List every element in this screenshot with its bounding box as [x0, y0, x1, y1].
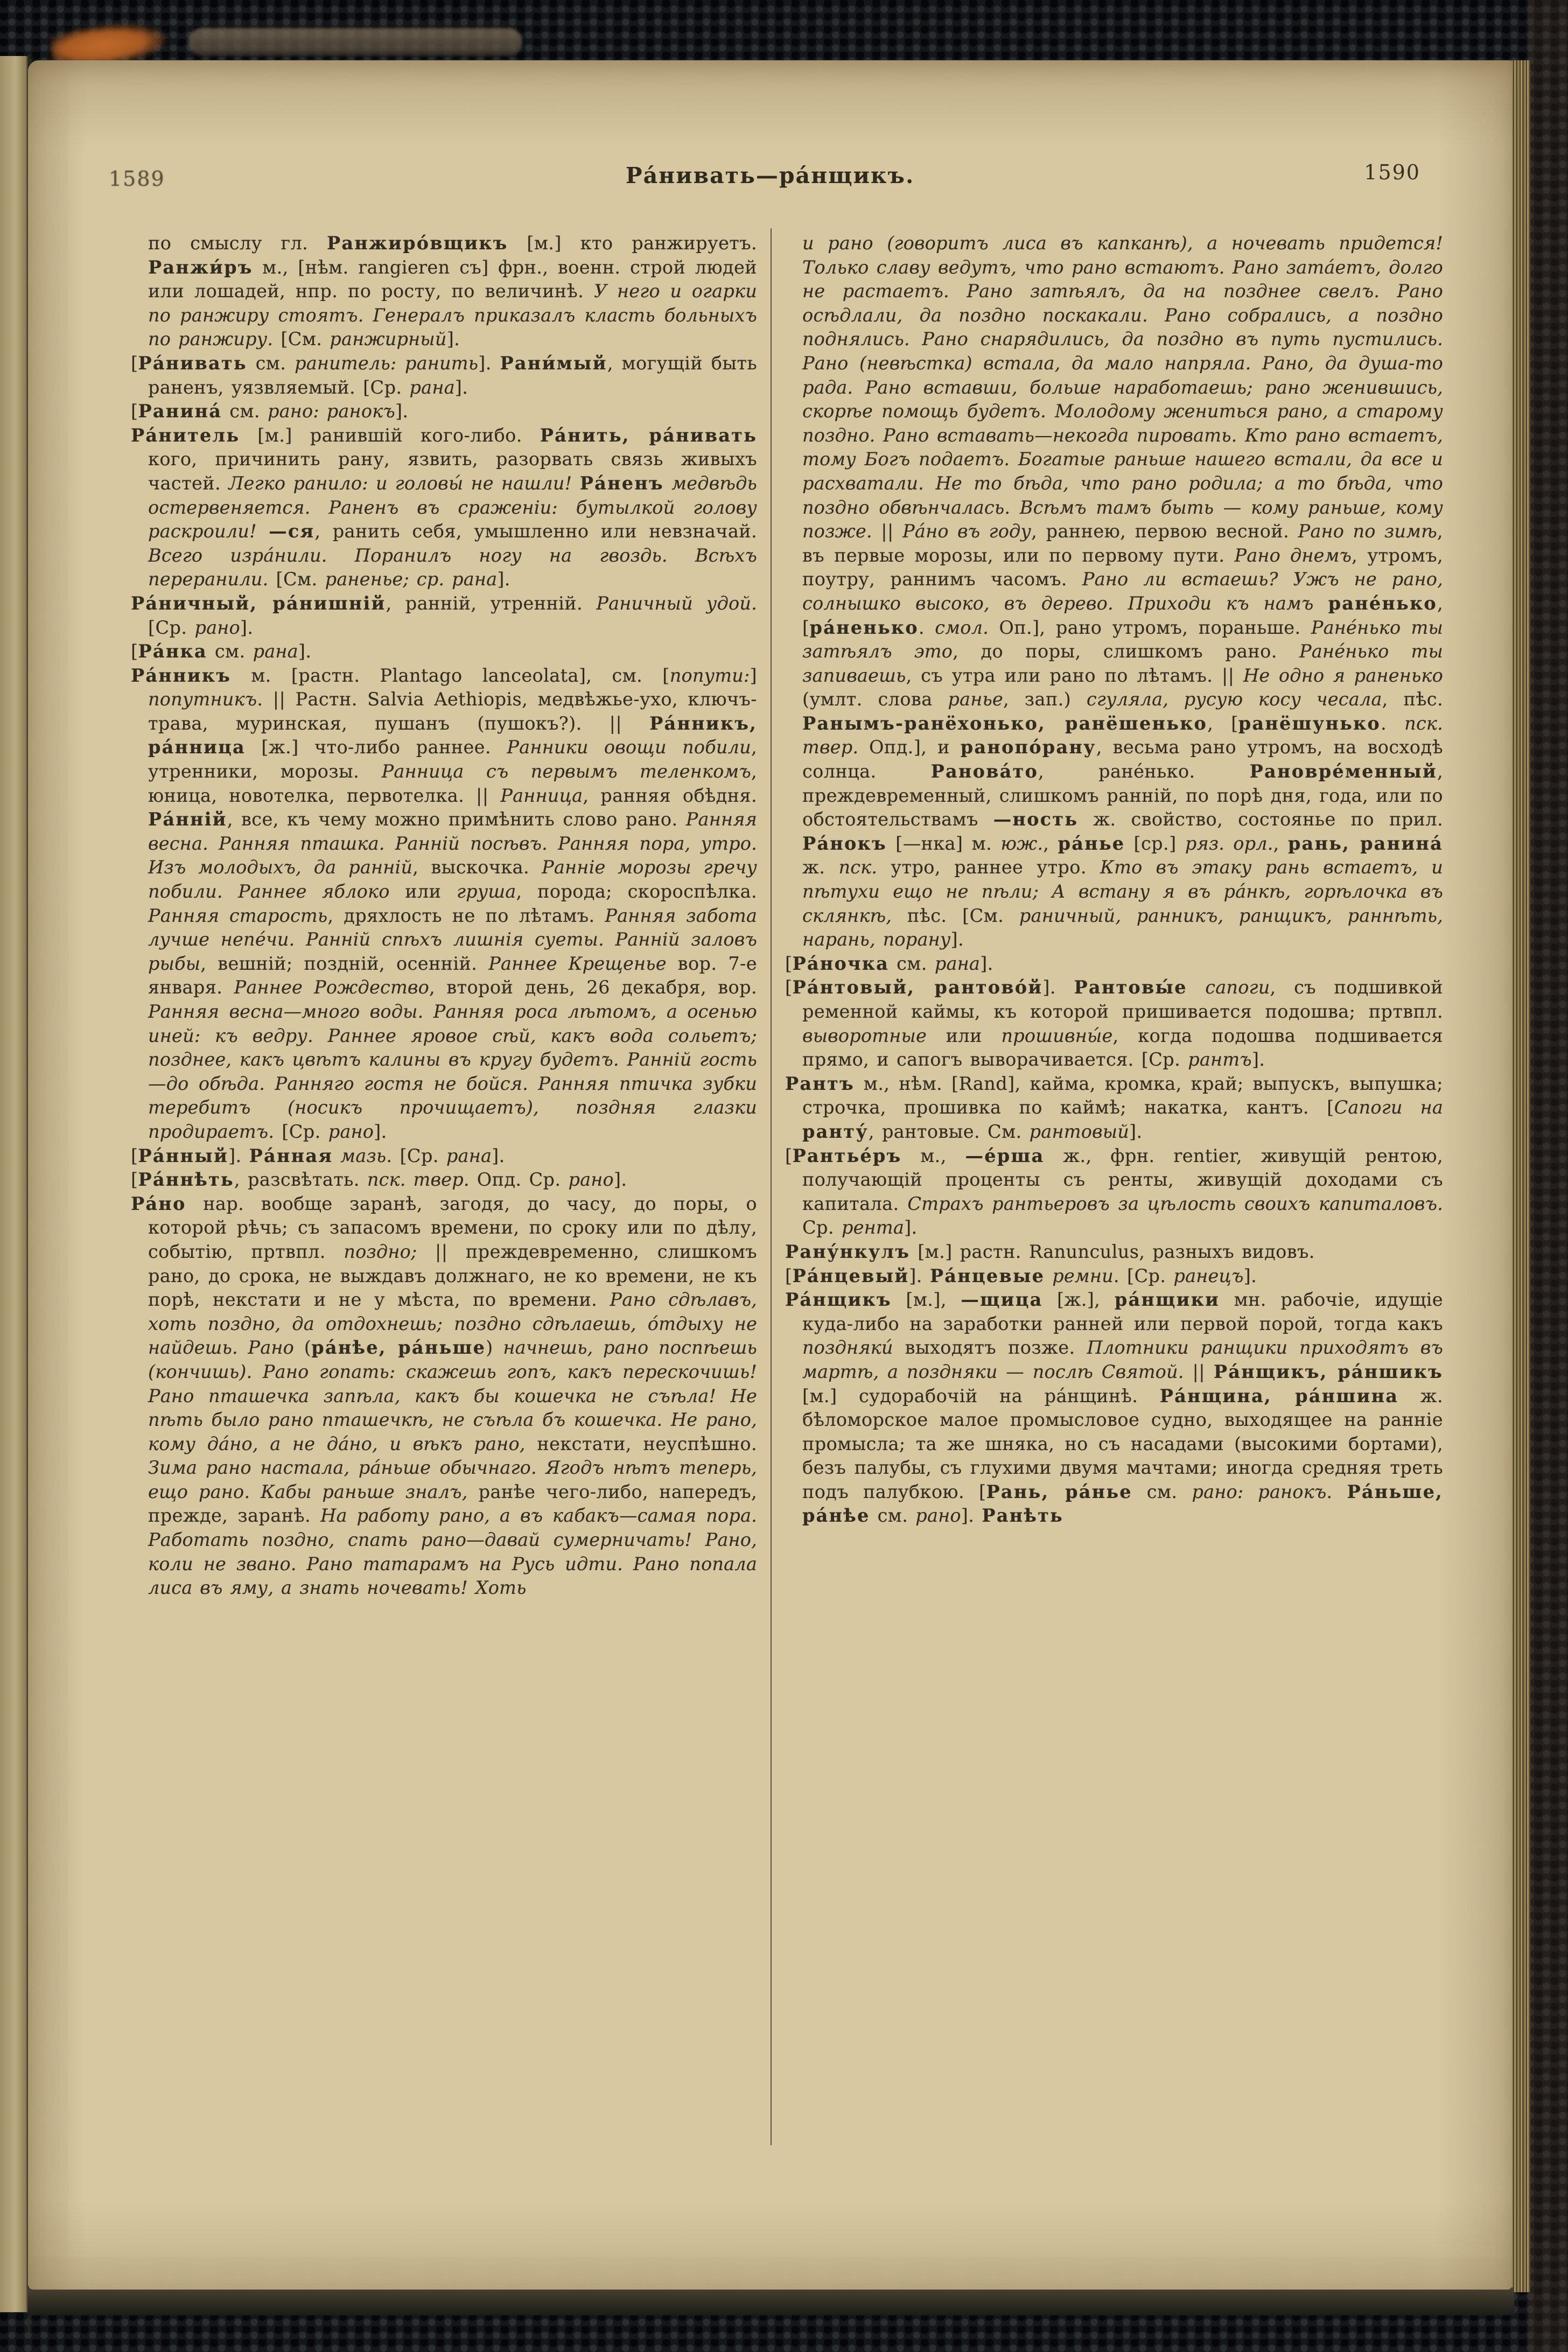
book-headband — [188, 28, 522, 56]
dictionary-paragraph: и рано (говоритъ лиса въ капканѣ), а ночевать придется! Только славу ведутъ, что рано встаютъ. Рано зата́етъ, долго не растаетъ. Рано затѣялъ, да на позднее свелъ. Рано осѣдлали, да поздно поскакали. Рано собрались, а поздно поднялись. Рано снарядились, да поздно въ путь пустились. Рано (невѣстка) встала, да мало напряла. Рано, да душа-то рада. Рано вставши, больше наработаешь; рано женившись, скорѣе помощь будетъ. Молодому жениться рано, а старому поздно. Рано вставать—некогда пировать. Кто рано встаетъ, тому Богъ подаетъ. Богатые раньше нашего встали, да все и расхватали. Не то бѣда, что рано родила; а то бѣда, что поздно обвѣнчалась. Всѣмъ тамъ быть — кому раньше, кому позже. || Ра́но въ году, раннею, первою весной. Рано по зимѣ, въ первые морозы, или по первому пути. Рано днемъ, утромъ, поутру, раннимъ часомъ. Рано ли встаешь? Ужъ не рано, солнышко высоко, въ дерево. Приходи къ намъ ране́нько, [ра́ненько. смол. Оп.], рано утромъ, пораньше. Ране́нько ты затѣялъ это, до поры, слишкомъ рано. Ране́нько ты запиваешь, съ утра или рано по лѣтамъ. || Не одно я раненько (умлт. слова ранье, зап.) сгуляла, русую косу чесала, пѣс. Ранымъ-ранёхонько, ранёшенько, [ранёшунько. пск. твер. Опд.], и ранопо́рану, весьма рано утромъ, на восходѣ солнца. Ранова́то, ране́нько. Рановре́менный, преждевременный, слишкомъ ранній, по порѣ дня, года, или по обстоятельствамъ —ность ж. свойство, состоянье по прил. Ра́нокъ [—нка] м. юж., ра́нье [ср.] ряз. орл., рань, ранина́ ж. пск. утро, раннее утро. Кто въ этаку рань встаетъ, и пѣтухи ещо не пѣли; А встану я въ ра́нкѣ, горѣлочка въ склянкѣ, пѣс. [См. раничный, ранникъ, ранщикъ, раннѣть, нарань, порану]. — [802, 233, 1444, 950]
dictionary-paragraph: Ра́нникъ м. [растн. Plantago lanceolata], см. [попути:] попутникъ. || Растн. Salvia Aethiopis, медвѣжье-ухо, ключъ-трава, муринская, пушанъ (пушокъ?). || Ра́нникъ, ра́нница [ж.] что-либо раннее. Ранники овощи побили, утренники, морозы. Ранница съ первымъ теленкомъ, юница, новотелка, первотелка. || Ранница, ранняя обѣдня. Ра́нній, все, къ чему можно примѣнить слово рано. Ранняя весна. Ранняя пташка. Ранній посѣвъ. Ранняя пора, утро. Изъ молодыхъ, да ранній, выскочка. Ранніе морозы гречу побили. Раннее яблоко или груша, порода; скороспѣлка. Ранняя старость, дряхлость не по лѣтамъ. Ранняя забота лучше непе́чи. Ранній спѣхъ лишнія суеты. Ранній заловъ рыбы, вешній; поздній, осенній. Раннее Крещенье вор. 7-е января. Раннее Рождество, второй день, 26 декабря, вор. Ранняя весна—много воды. Ранняя роса лѣтомъ, а осенью иней: къ ведру. Раннее яровое сѣй, какъ вода сольетъ; позднее, какъ цвѣтъ калины въ кругу будетъ. Ранній гость—до обѣда. Ранняго гостя не бойся. Ранняя птичка зубки теребитъ (носикъ прочищаетъ), поздняя глазки продираетъ. [Ср. рано]. — [131, 664, 758, 1142]
book-cover-right-edge — [1528, 0, 1568, 2352]
dictionary-paragraph: Ра́нщикъ [м.], —щица [ж.], ра́нщики мн. рабочіе, идущіе куда-либо на заработки ранней или первой порой, тогда какъ поздняки́ выходятъ позже. Плотники ранщики приходятъ въ мартѣ, а поздняки — послѣ Святой. || Ра́нщикъ, ра́ншикъ [м.] судорабочій на ра́нщинѣ. Ра́нщина, ра́ншина ж. бѣломорское малое промысловое судно, выходящее на ранніе промысла; та же шняка, но съ насадами (высокими бортами), безъ палубы, съ глухими двумя мачтами; иногда средняя треть подъ палубкою. [Рань, ра́нье см. рано: ранокъ. Ра́ньше, ра́нѣе см. рано]. Ранѣть — [785, 1289, 1444, 1527]
dictionary-paragraph: Рану́нкулъ [м.] растн. Ranunculus, разныхъ видовъ. — [785, 1241, 1315, 1262]
dictionary-page — [28, 60, 1512, 2290]
dictionary-paragraph: Ра́ничный, ра́нишній, ранній, утренній. Раничный удой. [Ср. рано]. — [131, 592, 757, 638]
column-left — [131, 232, 757, 1600]
running-header: Ра́нивать—ра́нщикъ. — [625, 163, 915, 188]
dictionary-paragraph: [Ранина́ см. рано: ранокъ]. — [131, 401, 409, 422]
dictionary-paragraph: [Ра́нцевый]. Ра́нцевые ремни. [Ср. ранецъ]. — [785, 1265, 1257, 1286]
dictionary-paragraph: по смыслу гл. Ранжиро́вщикъ [м.] кто ранжируетъ. Ранжи́ръ м., [нѣм. rangieren съ] фрн., военн. строй людей или лошадей, нпр. по росту, по величинѣ. У него и огарки по ранжиру стоятъ. Генералъ приказалъ класть больныхъ по ранжиру. [См. ранжирный]. — [148, 233, 757, 350]
dictionary-paragraph: [Ра́нный]. Ра́нная мазь. [Ср. рана]. — [131, 1145, 505, 1166]
column-divider — [771, 228, 772, 2145]
dictionary-paragraph: [Ра́нтовый, рантово́й]. Рантовы́е сапоги, съ подшивкой ременной каймы, къ которой пришивается подошва; пртвпл. выворотные или прошивны́е, когда подошва подшивается прямо, и сапогъ выворачивается. [Ср. рантъ]. — [785, 977, 1443, 1070]
dictionary-paragraph: Ра́но нар. вообще заранѣ, загодя, до часу, до поры, о которой рѣчь; съ запасомъ времени, по сроку или по дѣлу, событію, пртвпл. поздно; || преждевременно, слишкомъ рано, до срока, не выждавъ должнаго, не ко времени, не къ порѣ, некстати и не у мѣста, по времени. Рано сдѣлавъ, хоть поздно, да отдохнешь; поздно сдѣлаешь, о́тдыху не найдешь. Рано (ра́нѣе, ра́ньше) начнешь, рано поспѣешь (кончишь). Рано гопать: скажешь гопъ, какъ перескочишь! Рано пташечка запѣла, какъ бы кошечка не съѣла! Не пѣть было рано пташечкѣ, не съѣла бъ кошечка. Не рано, кому да́но, а не да́но, и вѣкъ рано, некстати, неуспѣшно. Зима рано настала, ра́ньше обычнаго. Ягодъ нѣтъ теперь, ещо рано. Кабы раньше зналъ, ранѣе чего-либо, напередъ, прежде, заранѣ. На работу рано, а въ кабакъ—самая пора. Работать поздно, спать рано—давай сумерничать! Рано, коли не звано. Рано татарамъ на Русь идти. Рано попала лиса въ яму, а знать ночевать! Хоть — [131, 1193, 758, 1599]
page-number-left: 1589 — [109, 167, 165, 191]
dictionary-paragraph: [Ра́ночка см. рана]. — [785, 953, 993, 974]
dictionary-paragraph: Ра́нитель [м.] ранившій кого-либо. Ра́нить, ра́нивать кого, причинить рану, язвить, разорвать связь живыхъ частей. Легко ранило: и головы́ не нашли! Ра́ненъ медвѣдь остервеняется. Раненъ въ сраженіи: бутылкой голову раскроили! —ся, ранить себя, умышленно или невзначай. Всего изра́нили. Поранилъ ногу на гвоздь. Всѣхъ переранили. [См. раненье; ср. рана]. — [131, 424, 758, 590]
page-number-right: 1590 — [1364, 160, 1420, 184]
dictionary-paragraph: [Ра́нивать см. ранитель: ранить]. Рани́мый, могущій быть раненъ, уязвляемый. [Ср. рана]. — [131, 352, 758, 398]
column-right — [785, 232, 1443, 1528]
dictionary-paragraph: Рантъ м., нѣм. [Rand], кайма, кромка, край; выпускъ, выпушка; строчка, прошивка по каймѣ; накатка, кантъ. [Сапоги на ранту́, рантовые. См. рантовый]. — [785, 1073, 1444, 1142]
dictionary-paragraph: [Ра́нка см. рана]. — [131, 641, 312, 662]
page-bottom-shadow — [28, 2287, 1514, 2315]
underlying-page-edge — [0, 56, 28, 2312]
dictionary-paragraph: [Рантье́ръ м., —е́рша ж., фрн. rentier, живущій рентою, получающій проценты съ ренты, живущій доходами съ капитала. Страхъ рантьеровъ за цѣлость своихъ капиталовъ. Ср. рента]. — [785, 1145, 1444, 1238]
dictionary-paragraph: [Ра́ннѣть, разсвѣтать. пск. твер. Опд. Ср. рано]. — [131, 1169, 627, 1191]
